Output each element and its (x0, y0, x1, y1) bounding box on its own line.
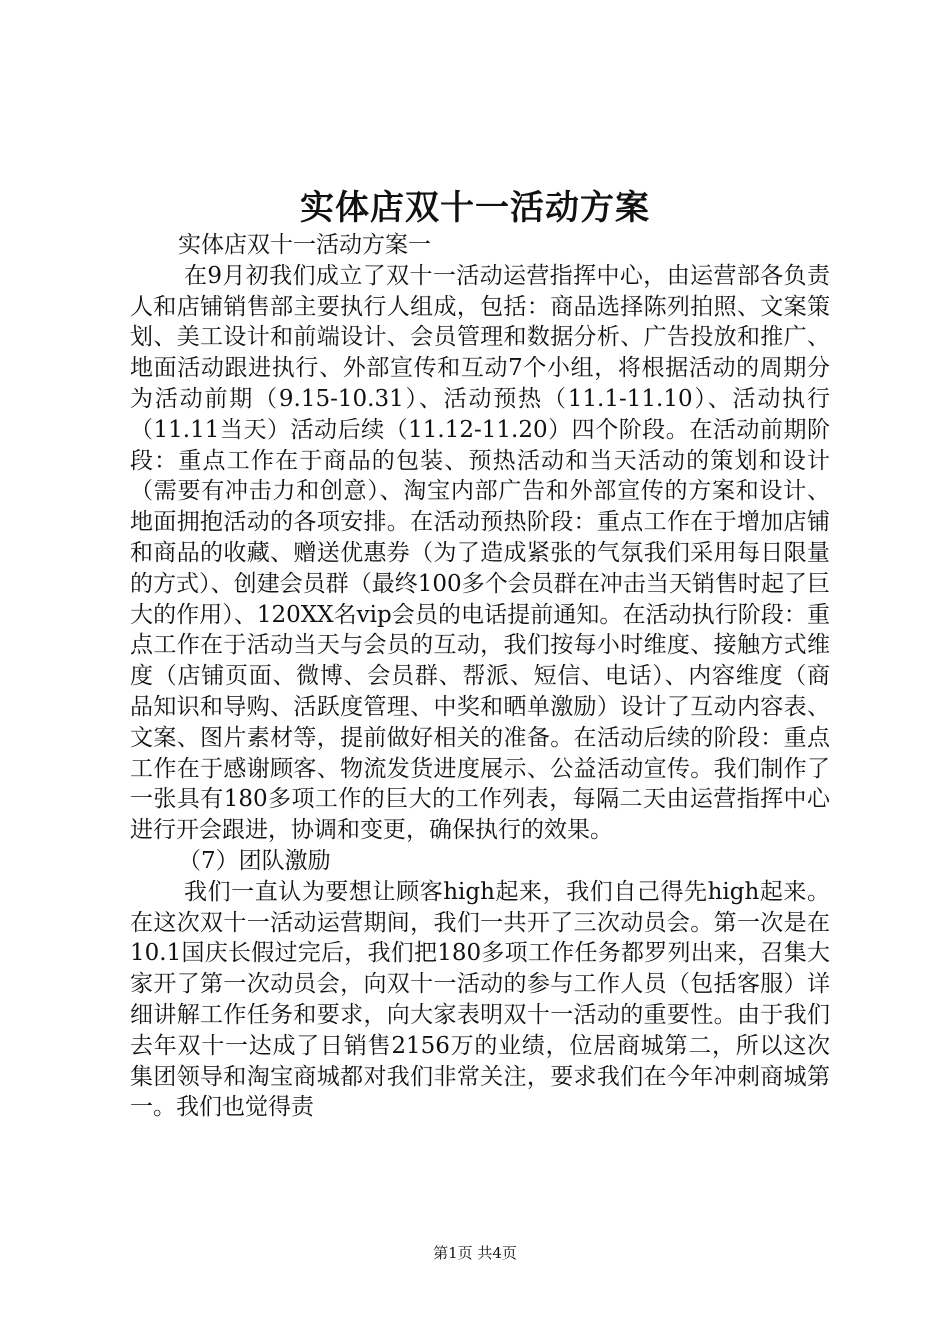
page-footer: 第1页 共4页 (433, 1244, 517, 1262)
body-paragraph: 在9月初我们成立了双十一活动运营指挥中心，由运营部各负责人和店铺销售部主要执行人组成，包括：商品选择陈列拍照、文案策划、美工设计和前端设计、会员管理和数据分析、广告投放和推广、地面活动跟进执行、外部宣传和互动7个小组，将根据活动的周期分为活动前期（9.15-10.31）、活动预热（11.1-11.10）、活动执行（11.11当天）活动后续（11.12-11.20）四个阶段。在活动前期阶段：重点工作在于商品的包装、预热活动和当天活动的策划和设计（需要有冲击力和创意）、淘宝内部广告和外部宣传的方案和设计、地面拥抱活动的各项安排。在活动预热阶段：重点工作在于增加店铺和商品的收藏、赠送优惠券（为了造成紧张的气氛我们采用每日限量的方式）、创建会员群（最终100多个会员群在冲击当天销售时起了巨大的作用）、120XX名vip会员的电话提前通知。在活动执行阶段：重点工作在于活动当天与会员的互动，我们按每小时维度、接触方式维度（店铺页面、微博、会员群、帮派、短信、电话）、内容维度（商品知识和导购、活跃度管理、中奖和晒单激励）设计了互动内容表、文案、图片素材等，提前做好相关的准备。在活动后续的阶段：重点工作在于感谢顾客、物流发货进度展示、公益活动宣传。我们制作了一张具有180多项工作的巨大的工作列表，每隔二天由运营指挥中心进行开会跟进，协调和变更，确保执行的效果。 (130, 262, 830, 844)
document-title: 实体店双十一活动方案 (300, 188, 650, 228)
document-body (130, 230, 830, 1123)
section-heading: 实体店双十一活动方案一 (178, 232, 431, 258)
subsection-heading: （7）团队激励 (178, 847, 331, 874)
body-paragraph: 我们一直认为要想让顾客high起来，我们自己得先high起来。在这次双十一活动运营期间，我们一共开了三次动员会。第一次是在10.1国庆长假过完后，我们把180多项工作任务都罗列出来，召集大家开了第一次动员会，向双十一活动的参与工作人员（包括客服）详细讲解工作任务和要求，向大家表明双十一活动的重要性。由于我们去年双十一达成了日销售2156万的业绩，位居商城第二，所以这次集团领导和淘宝商城都对我们非常关注，要求我们在今年冲刺商城第一。我们也觉得责 (130, 878, 830, 1121)
